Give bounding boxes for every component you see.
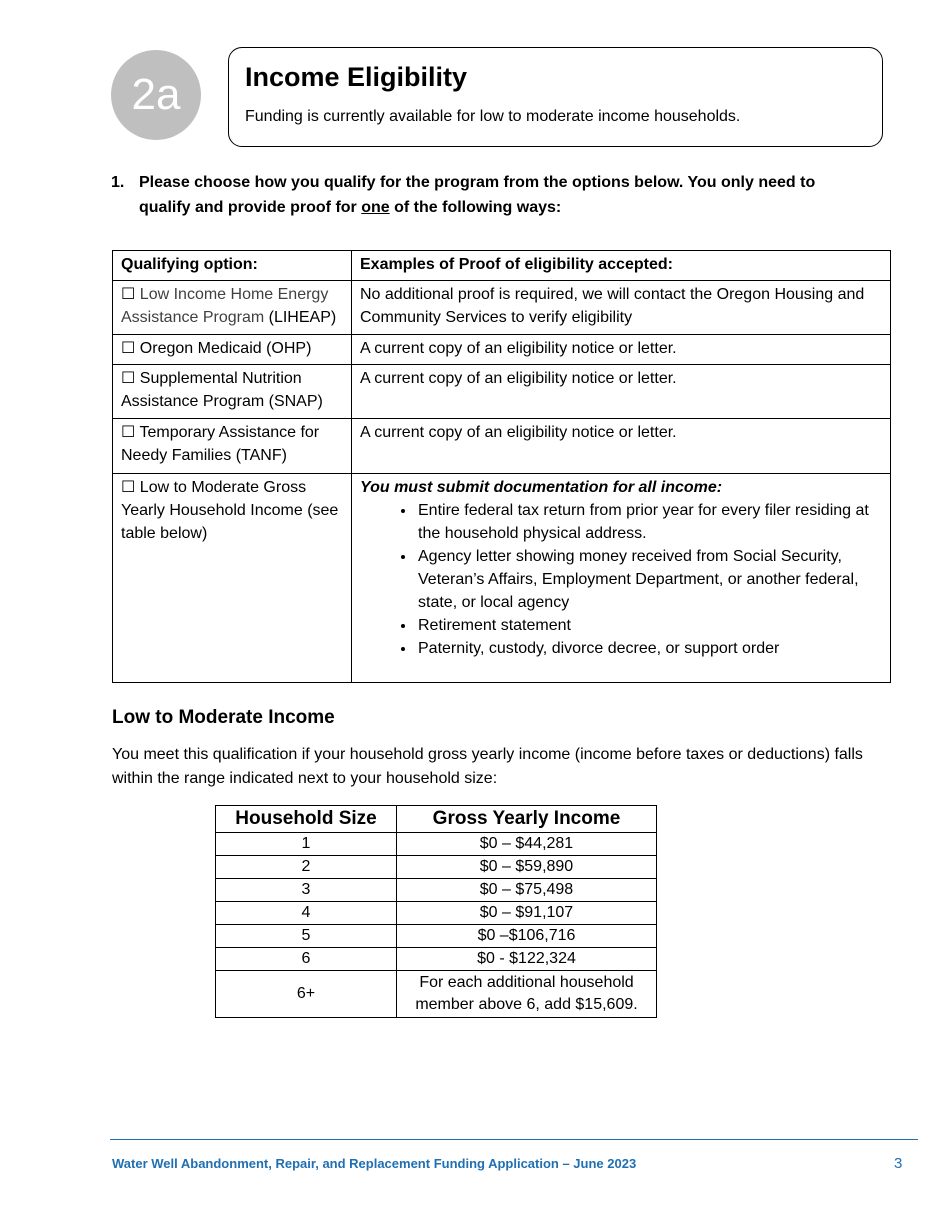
question-number: 1. [111, 174, 125, 191]
proof-cell: A current copy of an eligibility notice or letter. [352, 335, 891, 365]
option-cell[interactable] [113, 474, 352, 683]
table-header-row [216, 806, 657, 833]
table-row [113, 419, 891, 474]
income-cell: $0 – $59,890 [397, 856, 657, 879]
checkbox-icon[interactable]: ☐ [121, 340, 136, 357]
list-item: • Entire federal tax return from prior year for every filer residing at the household physical address. [416, 499, 882, 545]
table-header-row [113, 251, 891, 281]
income-cell: $0 – $75,498 [397, 879, 657, 902]
list-item: • Retirement statement [416, 614, 882, 637]
proof-cell: A current copy of an eligibility notice or letter. [352, 365, 891, 419]
question-text-part: Please choose how you qualify for the program from the options below. You only need to qualify and provide proof for [139, 174, 816, 216]
column-header: Household Size [216, 806, 397, 833]
checkbox-icon[interactable]: ☐ [121, 479, 136, 496]
page-number: 3 [894, 1155, 903, 1172]
checkbox-icon[interactable]: ☐ [121, 370, 136, 387]
income-cell: $0 - $122,324 [397, 948, 657, 971]
table-row [216, 833, 657, 856]
income-table [215, 805, 657, 1018]
household-size-cell: 6 [216, 948, 397, 971]
column-header: Gross Yearly Income [397, 806, 657, 833]
household-size-cell: 4 [216, 902, 397, 925]
option-label: (LIHEAP) [264, 309, 337, 326]
proof-cell [352, 474, 891, 683]
page-subtitle: Funding is currently available for low to moderate income households. [245, 108, 741, 125]
footer-divider [110, 1139, 918, 1140]
income-cell: For each additional household member above 6, add $15,609. [397, 971, 657, 1018]
section-heading: Low to Moderate Income [112, 707, 335, 728]
household-size-cell: 2 [216, 856, 397, 879]
checkbox-icon[interactable]: ☐ [121, 424, 136, 441]
table-row [216, 971, 657, 1018]
checkbox-icon[interactable]: ☐ [121, 286, 136, 303]
option-cell[interactable] [113, 281, 352, 335]
column-header: Qualifying option: [113, 251, 352, 281]
option-label: Temporary Assistance for Needy Families (TANF) [121, 424, 320, 464]
proof-cell: No additional proof is required, we will contact the Oregon Housing and Community Services to verify eligibility [352, 281, 891, 335]
table-row [113, 365, 891, 419]
footer-text: Water Well Abandonment, Repair, and Replacement Funding Application – June 2023 [112, 1156, 637, 1171]
option-cell[interactable] [113, 419, 352, 474]
table-row [216, 902, 657, 925]
table-row [216, 856, 657, 879]
question-text-part: of the following ways: [389, 199, 562, 216]
proof-heading: You must submit documentation for all income: [360, 479, 723, 496]
page-title: Income Eligibility [245, 62, 468, 92]
section-description: You meet this qualification if your household gross yearly income (income before taxes or deductions) falls within the range indicated next to your household size: [112, 746, 863, 787]
proof-list [360, 499, 882, 660]
income-cell: $0 – $91,107 [397, 902, 657, 925]
income-cell: $0 –$106,716 [397, 925, 657, 948]
option-label-gray: Low Income Home Energy Assistance Program [121, 286, 329, 326]
option-label: Oregon Medicaid (OHP) [139, 340, 312, 357]
list-item: • Paternity, custody, divorce decree, or support order [416, 637, 882, 660]
section-badge: 2a [111, 50, 201, 140]
question-1 [111, 170, 871, 220]
table-row [216, 948, 657, 971]
household-size-cell: 6+ [216, 971, 397, 1018]
qualifying-options-table [112, 250, 891, 683]
household-size-cell: 1 [216, 833, 397, 856]
table-row [113, 474, 891, 683]
list-item: • Agency letter showing money received from Social Security, Veteran’s Affairs, Employment Department, or another federal, state, or local agency [416, 545, 882, 614]
income-cell: $0 – $44,281 [397, 833, 657, 856]
option-cell[interactable] [113, 335, 352, 365]
table-row [216, 879, 657, 902]
option-label: Low to Moderate Gross Yearly Household Income (see table below) [121, 479, 339, 542]
table-row [216, 925, 657, 948]
option-label: Supplemental Nutrition Assistance Program (SNAP) [121, 370, 323, 410]
proof-cell: A current copy of an eligibility notice or letter. [352, 419, 891, 474]
column-header: Examples of Proof of eligibility accepted: [352, 251, 891, 281]
section-title-box [228, 47, 883, 147]
table-row [113, 281, 891, 335]
question-emphasis: one [361, 199, 390, 216]
household-size-cell: 5 [216, 925, 397, 948]
question-text [139, 170, 871, 220]
option-cell[interactable] [113, 365, 352, 419]
table-row [113, 335, 891, 365]
household-size-cell: 3 [216, 879, 397, 902]
